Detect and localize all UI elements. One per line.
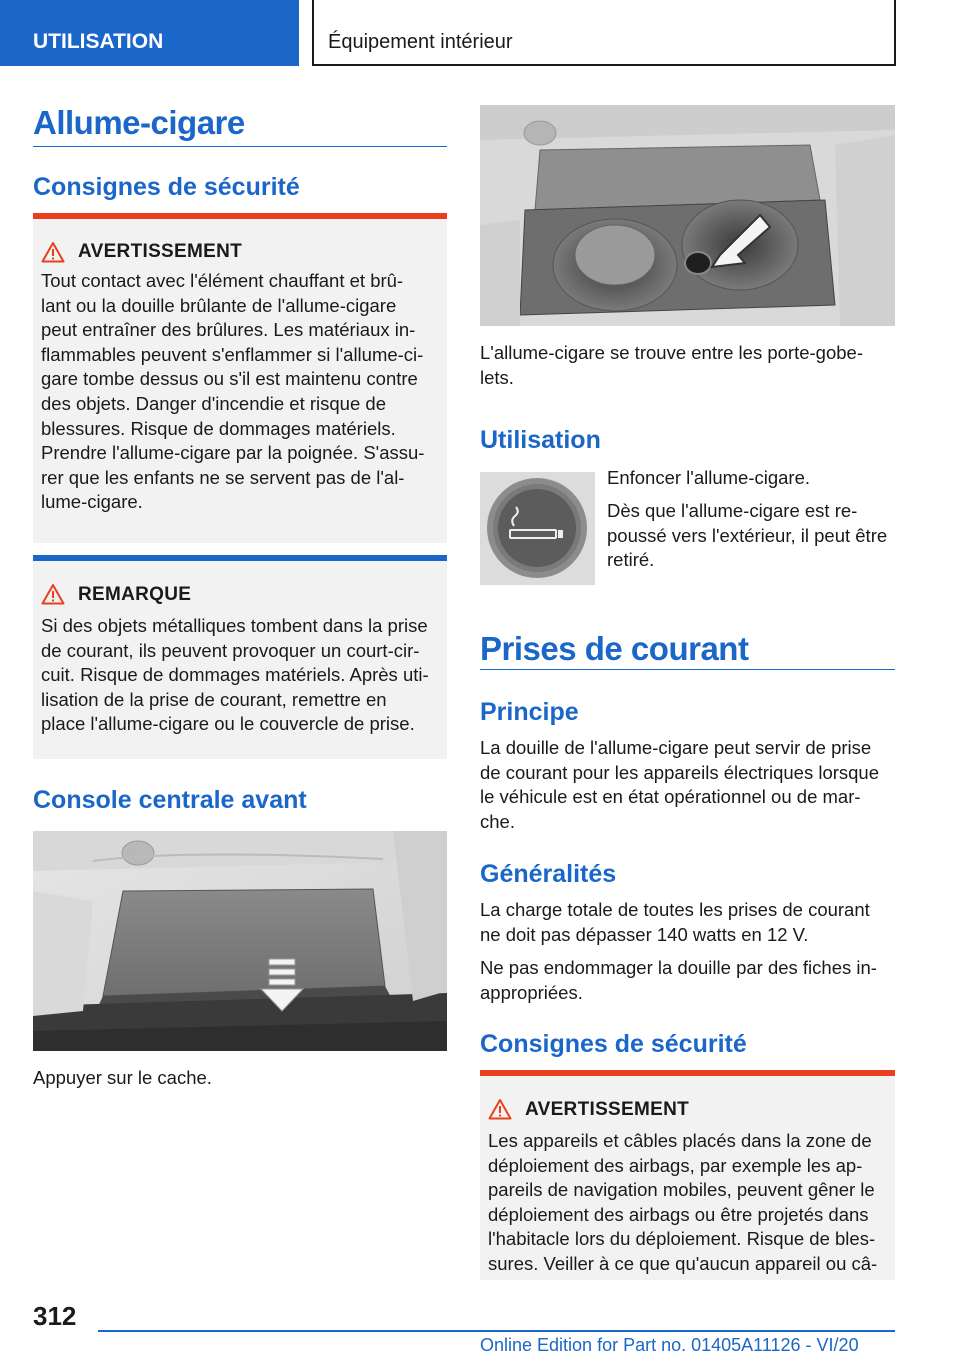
safety-heading: Consignes de sécurité [33,173,300,201]
general-text-1: La charge totale de toutes les prises de courant ne doit pas dépasser 140 watts en 12 V. [480,899,870,945]
cupholder-caption: L'allume-cigare se trouve entre les porte-gobe- lets. [480,342,863,388]
note-label: REMARQUE [78,584,192,605]
console-photo [33,831,447,1051]
warning-triangle-icon [41,583,65,605]
principle-text: La douille de l'allume-cigare peut servir de prise de courant pour les appareils électriques lorsque le véhicule est en état opérationnel ou de mar- che. [480,737,880,832]
page-title: Allume-cigare [33,104,245,141]
principle-heading: Principe [480,698,579,726]
console-caption: Appuyer sur le cache. [33,1067,212,1088]
warning-bar [480,1070,895,1076]
warning-box [33,213,447,543]
usage-step-2: Dès que l'allume-cigare est re- poussé vers l'extérieur, il peut être retiré. [607,500,888,571]
footer-rule [98,1330,895,1332]
note-bar [33,555,447,561]
usage-step-1: Enfoncer l'allume-cigare. [607,467,811,488]
general-text-2: Ne pas endommager la douille par des fiches in- appropriées. [480,957,877,1003]
page-number: 312 [33,1301,77,1331]
sockets-title: Prises de courant [480,630,749,667]
note-box [33,555,447,759]
warning-box [480,1070,895,1280]
socket-safety-heading: Consignes de sécurité [480,1030,747,1058]
warning-text: Les appareils et câbles placés dans la zone de déploiement des airbags, par exemple les ap- pareils de navigation mobiles, peuvent gêner le déploiement des airbags ou être projetés dans l'habitacle lors du déploiement. Risque de bles- sures. Veiller à ce que qu'aucun appareil ou câ- [488,1130,878,1274]
warning-triangle-icon [488,1098,512,1120]
warning-label: AVERTISSEMENT [78,241,243,262]
general-heading: Généralités [480,860,617,888]
sockets-rule [480,669,895,670]
warning-bar [33,213,447,219]
cupholder-photo [480,105,895,326]
warning-triangle-icon [41,241,65,263]
cigarette-lighter-icon [480,472,595,585]
warning-label: AVERTISSEMENT [525,1099,690,1120]
title-rule [33,146,447,147]
section-tab[interactable]: UTILISATION [0,0,299,66]
note-text: Si des objets métalliques tombent dans la prise de courant, ils peuvent provoquer un court-cir- cuit. Risque de dommages matériels. Après uti- lisation de la prise de courant, remettre en place l'allume-cigare ou le couvercle de prise. [41,615,429,735]
lighter-icon-image [480,472,595,585]
usage-heading: Utilisation [480,426,601,454]
edition-link[interactable]: Online Edition for Part no. 01405A11126 - VI/20 [480,1335,859,1355]
warning-text: Tout contact avec l'élément chauffant et brû- lant ou la douille brûlante de l'allume-cigare peut entraîner des brûlures. Les matériaux in- flammables peuvent s'enflammer si l'allume-ci- gare tombe dessus ou s'il est maintenu contre des objets. Danger d'incendie et risque de blessures. Risque de dommages matériels. Prendre l'allume-cigare par la poignée. S'assu- rer que les enfants ne se servent pas de l'al- lume-cigare. [41,270,425,513]
chapter-title: Équipement intérieur [312,0,896,66]
console-heading: Console centrale avant [33,786,307,814]
